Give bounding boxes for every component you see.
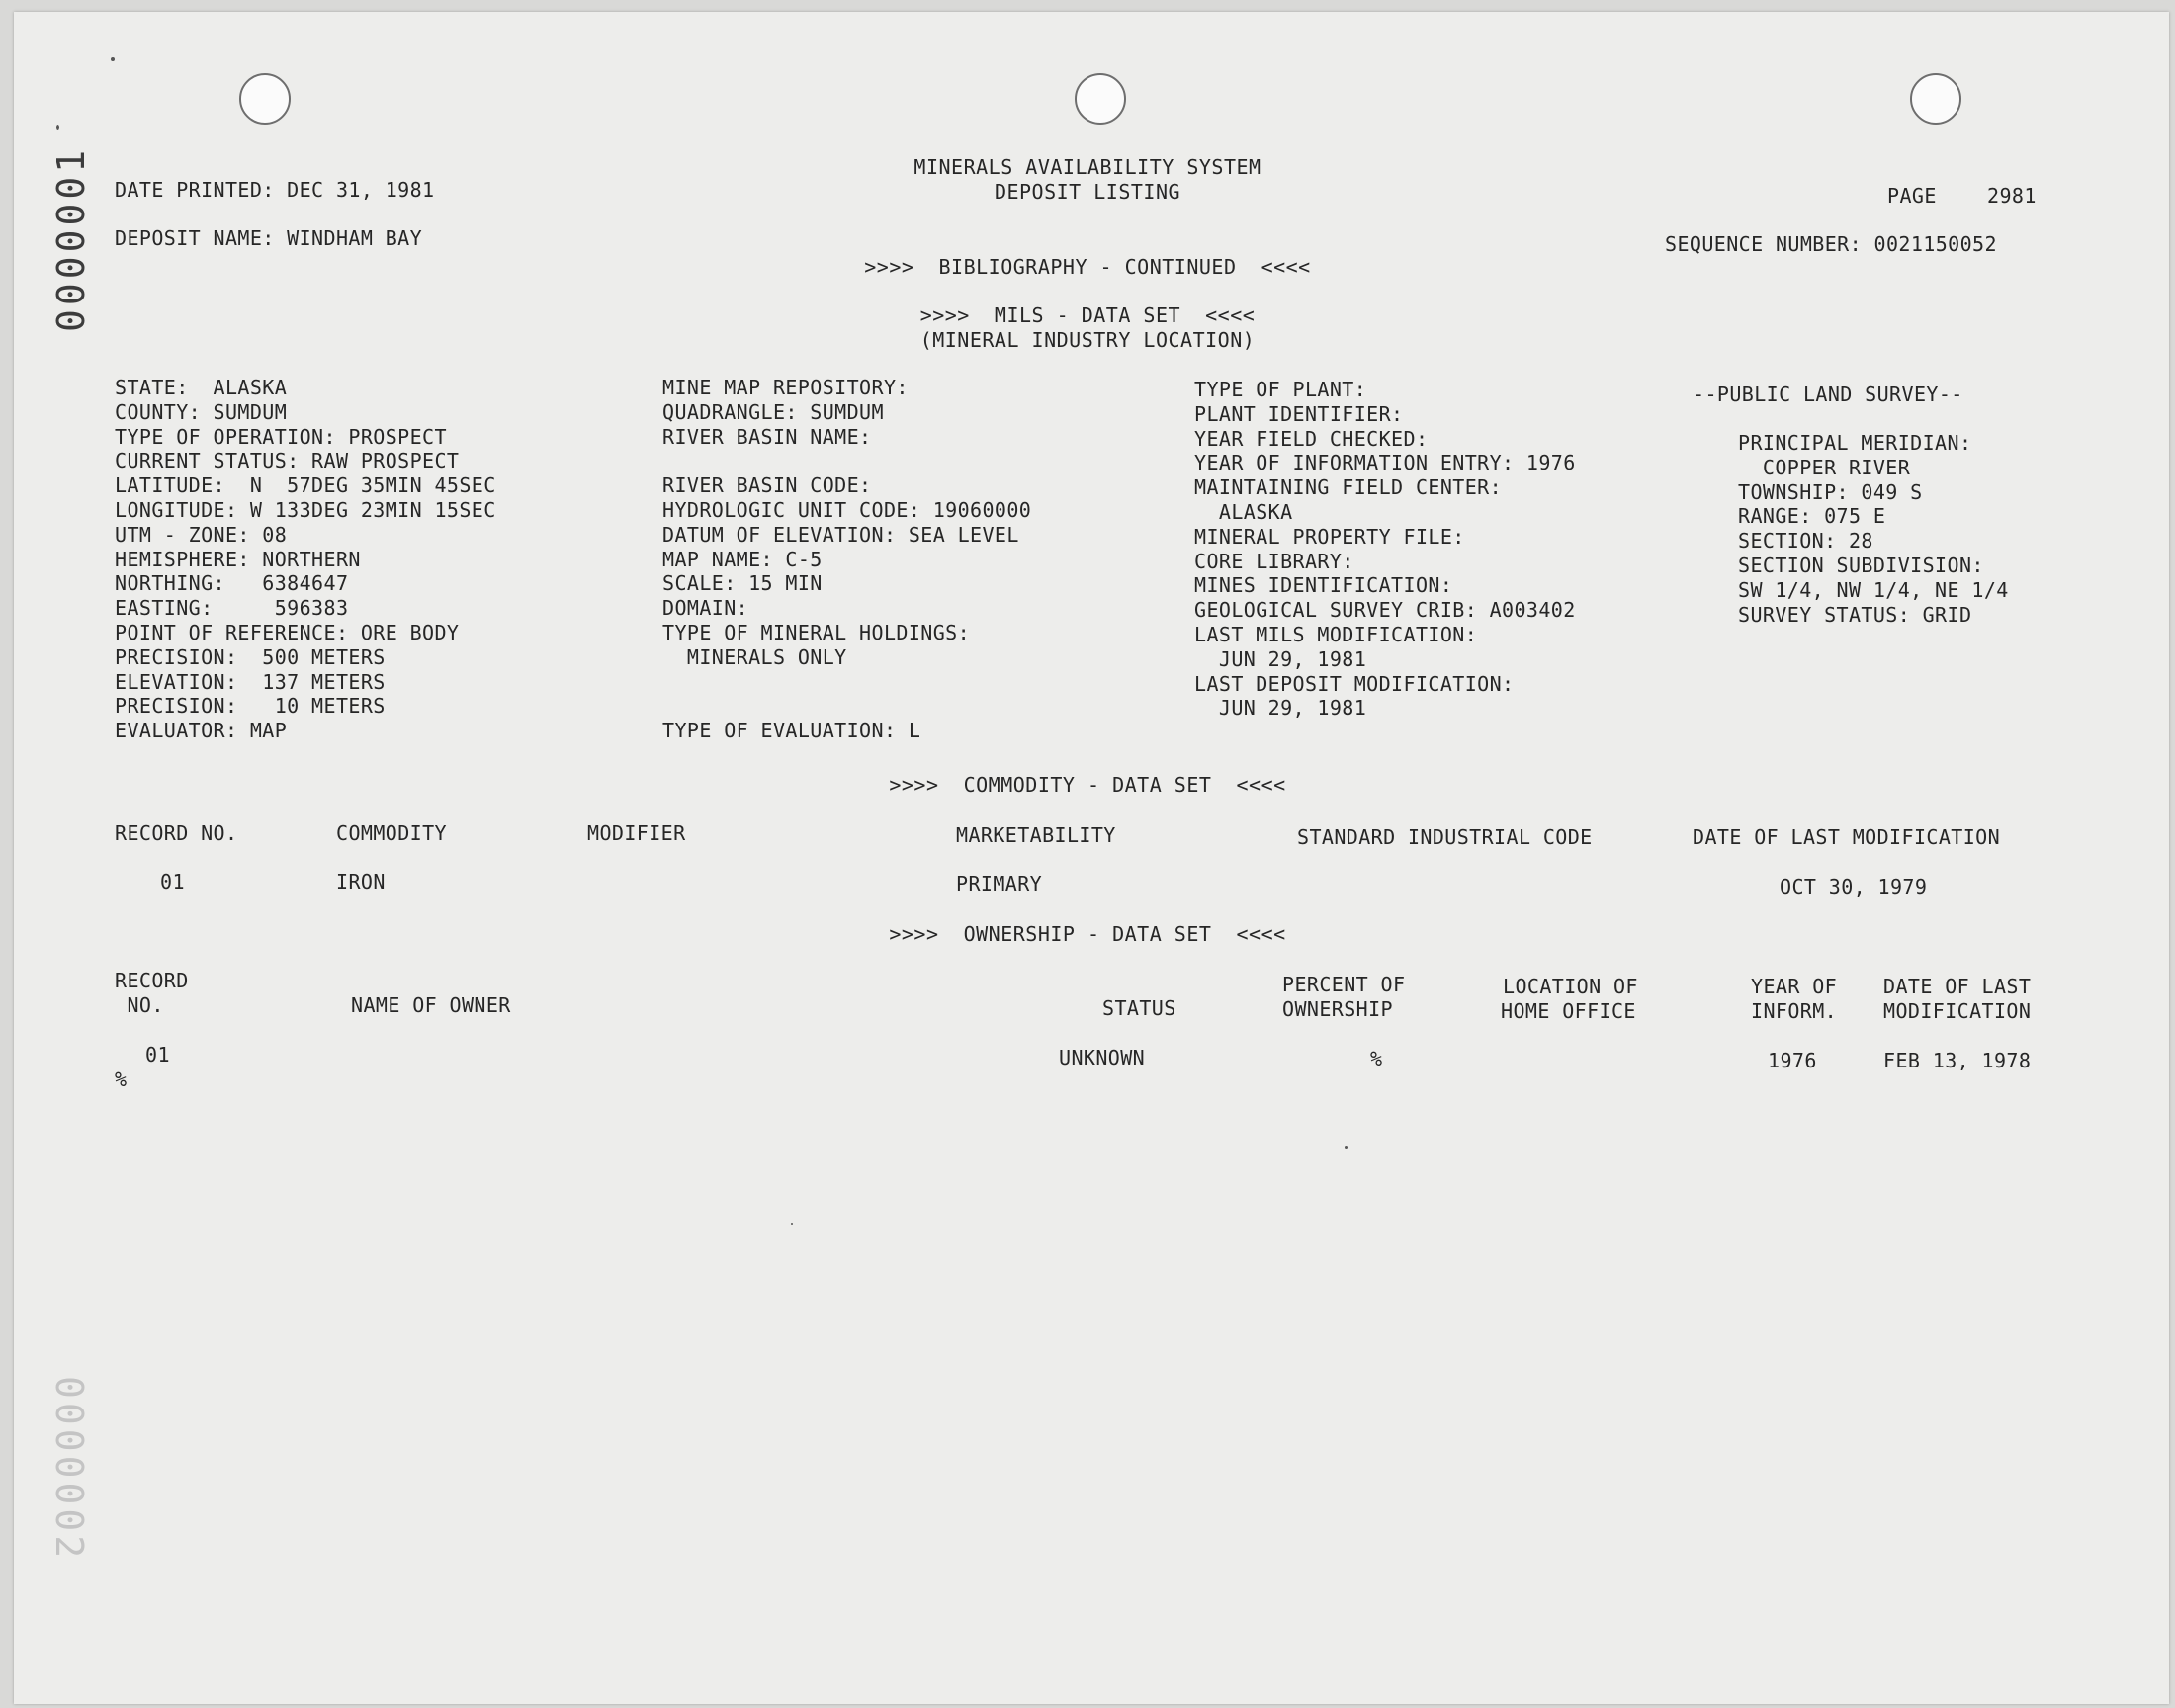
commodity-header-record: RECORD NO. [115, 821, 238, 845]
commodity-last-modified: OCT 30, 1979 [1780, 875, 1928, 898]
field-line: JUN 29, 1981 [1194, 646, 1367, 671]
scan-speck [791, 1223, 793, 1225]
field-line: HEMISPHERE: NORTHERN [115, 547, 361, 571]
field-line: MAINTAINING FIELD CENTER: [1194, 475, 1503, 500]
field-line: PRECISION: 10 METERS [115, 694, 386, 719]
field-line: TYPE OF OPERATION: PROSPECT [115, 424, 447, 449]
field-line: ALASKA [1194, 499, 1293, 524]
field-line: PRINCIPAL MERIDIAN: [1738, 431, 1972, 455]
ownership-header-date: DATE OF LAST [1883, 975, 2032, 998]
field-line: JUN 29, 1981 [1194, 696, 1367, 721]
ownership-header-status: STATUS [1102, 996, 1176, 1020]
ownership-header-record: RECORD [115, 969, 189, 992]
field-line: QUADRANGLE: SUMDUM [662, 399, 884, 424]
field-line: MAP NAME: C-5 [662, 547, 823, 571]
field-line: TOWNSHIP: 049 S [1738, 479, 1923, 504]
field-line: STATE: ALASKA [115, 376, 288, 399]
field-line: LONGITUDE: W 133DEG 23MIN 15SEC [115, 497, 496, 522]
field-line: RIVER BASIN CODE: [662, 473, 872, 498]
field-line: COPPER RIVER [1738, 455, 1911, 479]
listing-title: DEPOSIT LISTING [994, 180, 1181, 204]
public-land-survey-column [1738, 431, 2009, 627]
ownership-percent: % [1370, 1047, 1383, 1070]
field-line: RIVER BASIN NAME: [662, 424, 872, 449]
field-line: RANGE: 075 E [1738, 504, 1886, 529]
sequence-number: SEQUENCE NUMBER: 0021150052 [1665, 232, 1997, 256]
mils-title: >>>> MILS - DATA SET <<<< [919, 303, 1256, 327]
field-line: POINT OF REFERENCE: ORE BODY [115, 620, 460, 644]
field-line: SW 1/4, NW 1/4, NE 1/4 [1738, 577, 2009, 602]
date-printed: DATE PRINTED: DEC 31, 1981 [115, 178, 435, 202]
field-line: EVALUATOR: MAP [115, 719, 288, 743]
field-line: HYDROLOGIC UNIT CODE: 19060000 [662, 497, 1032, 522]
ownership-header-owner: NAME OF OWNER [351, 993, 511, 1017]
field-line: PRECISION: 500 METERS [115, 644, 386, 669]
field-line: YEAR OF INFORMATION ENTRY: 1976 [1194, 451, 1576, 475]
commodity-name: IRON [336, 870, 386, 894]
ownership-header-year: YEAR OF [1751, 975, 1838, 998]
mils-plant-column [1194, 378, 1576, 721]
field-line: SECTION: 28 [1738, 529, 1873, 554]
scan-speck [111, 57, 115, 61]
ownership-trailer: % [115, 1068, 128, 1091]
commodity-header-modifier: MODIFIER [587, 821, 686, 845]
page-label: PAGE [1887, 184, 1937, 208]
ownership-header-percent: PERCENT OF [1282, 973, 1406, 996]
mils-subtitle: (MINERAL INDUSTRY LOCATION) [919, 328, 1256, 352]
field-line: CURRENT STATUS: RAW PROSPECT [115, 449, 460, 473]
deposit-name: DEPOSIT NAME: WINDHAM BAY [115, 226, 423, 250]
ownership-header-ownership: OWNERSHIP [1282, 997, 1393, 1021]
field-line [662, 694, 1031, 719]
ownership-status: UNKNOWN [1059, 1046, 1146, 1069]
field-line: LATITUDE: N 57DEG 35MIN 45SEC [115, 473, 496, 498]
field-line: NORTHING: 6384647 [115, 571, 349, 596]
field-line: TYPE OF PLANT: [1194, 378, 1367, 401]
mils-map-column [662, 376, 1031, 743]
ownership-record-no: 01 [145, 1043, 170, 1067]
field-line: LAST MILS MODIFICATION: [1194, 622, 1478, 646]
punch-hole-right [1910, 73, 1961, 125]
field-line: TYPE OF MINERAL HOLDINGS: [662, 620, 971, 644]
system-title: MINERALS AVAILABILITY SYSTEM [914, 155, 1262, 179]
bibliography-continued: >>>> BIBLIOGRAPHY - CONTINUED <<<< [864, 255, 1311, 279]
commodity-title: >>>> COMMODITY - DATA SET <<<< [889, 773, 1286, 797]
field-line: GEOLOGICAL SURVEY CRIB: A003402 [1194, 598, 1576, 623]
field-line [662, 449, 1031, 473]
field-line: SECTION SUBDIVISION: [1738, 553, 1984, 577]
punch-hole-center [1075, 73, 1126, 125]
punch-hole-left [239, 73, 291, 125]
field-line: DATUM OF ELEVATION: SEA LEVEL [662, 522, 1019, 547]
field-line: EASTING: 596383 [115, 596, 349, 621]
commodity-record-no: 01 [160, 870, 185, 894]
field-line [662, 670, 1031, 695]
commodity-header-sic: STANDARD INDUSTRIAL CODE [1297, 825, 1593, 849]
field-line: MINERALS ONLY [662, 644, 847, 669]
field-line: PLANT IDENTIFIER: [1194, 401, 1404, 426]
field-line: SCALE: 15 MIN [662, 571, 823, 596]
ownership-header-home-office: HOME OFFICE [1501, 999, 1636, 1023]
mils-location-column [115, 376, 496, 743]
control-number-top: 0000001 [49, 145, 93, 332]
field-line: CORE LIBRARY: [1194, 549, 1354, 573]
scan-speck [1345, 1146, 1348, 1149]
commodity-header-commodity: COMMODITY [336, 821, 447, 845]
control-number-bottom: 0000002 [47, 1376, 91, 1563]
ownership-header-inform: INFORM. [1751, 999, 1838, 1023]
field-line: TYPE OF EVALUATION: L [662, 719, 921, 743]
public-land-survey-title: --PUBLIC LAND SURVEY-- [1693, 383, 1963, 406]
field-line: MINERAL PROPERTY FILE: [1194, 524, 1465, 549]
ownership-header-modification: MODIFICATION [1883, 999, 2032, 1023]
scan-speck [56, 125, 59, 130]
field-line: SURVEY STATUS: GRID [1738, 602, 1972, 627]
field-line: MINE MAP REPOSITORY: [662, 376, 909, 399]
commodity-header-marketability: MARKETABILITY [956, 823, 1116, 847]
field-line: MINES IDENTIFICATION: [1194, 573, 1453, 598]
field-line: YEAR FIELD CHECKED: [1194, 426, 1429, 451]
field-line: ELEVATION: 137 METERS [115, 669, 386, 694]
ownership-header-location: LOCATION OF [1503, 975, 1638, 998]
field-line: UTM - ZONE: 08 [115, 522, 288, 547]
commodity-header-date: DATE OF LAST MODIFICATION [1693, 825, 2001, 849]
ownership-header-record-no: NO. [115, 993, 164, 1017]
commodity-marketability: PRIMARY [956, 872, 1043, 896]
page-number: 2981 [1987, 184, 2037, 208]
ownership-last-modified: FEB 13, 1978 [1883, 1049, 2032, 1072]
ownership-title: >>>> OWNERSHIP - DATA SET <<<< [889, 922, 1286, 946]
field-line: LAST DEPOSIT MODIFICATION: [1194, 671, 1515, 696]
field-line: COUNTY: SUMDUM [115, 399, 288, 424]
field-line: DOMAIN: [662, 596, 749, 621]
ownership-year: 1976 [1768, 1049, 1817, 1072]
